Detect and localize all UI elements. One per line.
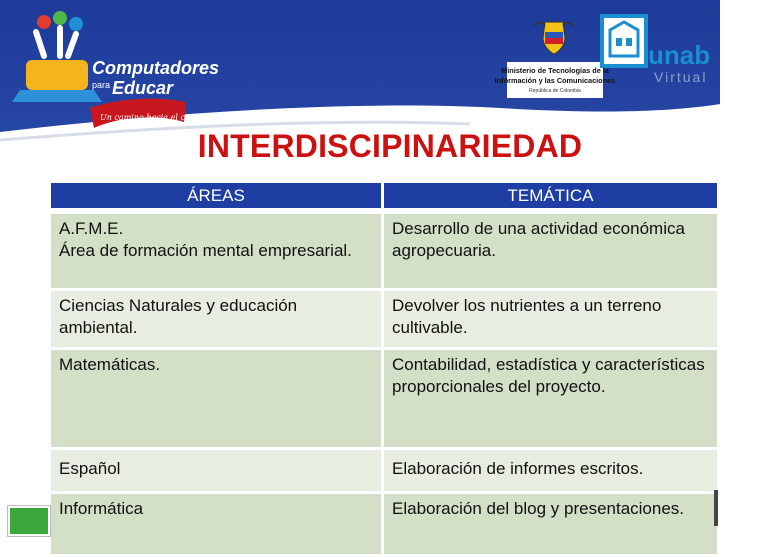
mintic-logo (494, 18, 616, 100)
svg-text:Computadores: Computadores (92, 58, 220, 78)
header-areas: ÁREAS (51, 183, 381, 211)
area-text: Ciencias Naturales y educación ambiental. (59, 296, 298, 337)
svg-text:Ministerio de Tecnologías de l: Ministerio de Tecnologías de la (501, 66, 609, 75)
area-text: Área de formación mental empresarial. (59, 241, 352, 260)
unab-virtual-logo (598, 12, 718, 92)
svg-text:para: para (92, 80, 111, 90)
svg-text:Virtual: Virtual (654, 69, 708, 85)
svg-text:Educar: Educar (112, 78, 174, 98)
content-table-container (51, 183, 714, 540)
computadores-para-educar-logo (8, 4, 235, 134)
slide-title: INTERDISCIPINARIEDAD (197, 128, 583, 164)
svg-text:Un camino hacia el conocimient: Un camino hacia el conocimiento (100, 113, 235, 122)
tema-cell (384, 214, 717, 288)
tema-cell (384, 494, 717, 554)
tema-text: Elaboración de informes escritos. (392, 458, 644, 478)
tema-text: Contabilidad, estadística y características proporcionales del proyecto. (392, 355, 705, 396)
tema-cell (384, 350, 717, 447)
areas-tematica-table (48, 180, 720, 557)
area-text: A.F.M.E. (59, 219, 124, 238)
tema-cell (384, 291, 717, 347)
table-header-row (51, 183, 717, 211)
table-row (51, 214, 717, 288)
area-cell (51, 291, 381, 347)
area-cell (51, 214, 381, 288)
tema-text: Elaboración del blog y presentaciones. (392, 499, 685, 518)
table-row (51, 350, 717, 447)
header-tematica: TEMÁTICA (384, 183, 717, 211)
tema-text: Desarrollo de una actividad económica agropecuaria. (392, 219, 685, 260)
svg-text:unab: unab (648, 40, 711, 70)
green-nav-button[interactable] (8, 506, 50, 536)
area-text: Informática (59, 499, 144, 518)
table-row (51, 450, 717, 491)
table-row (51, 494, 717, 554)
tema-cell (384, 450, 717, 491)
table-row (51, 291, 717, 347)
svg-text:República de Colombia: República de Colombia (529, 88, 581, 94)
area-text: Matemáticas. (59, 355, 161, 374)
edge-bar (714, 490, 718, 526)
svg-text:Información y las Comunicacion: Información y las Comunicaciones (494, 76, 616, 85)
area-cell (51, 450, 381, 491)
area-cell (51, 494, 381, 554)
area-text: Español (59, 458, 121, 478)
area-cell (51, 350, 381, 447)
tema-text: Devolver los nutrientes a un terreno cultivable. (392, 296, 662, 337)
